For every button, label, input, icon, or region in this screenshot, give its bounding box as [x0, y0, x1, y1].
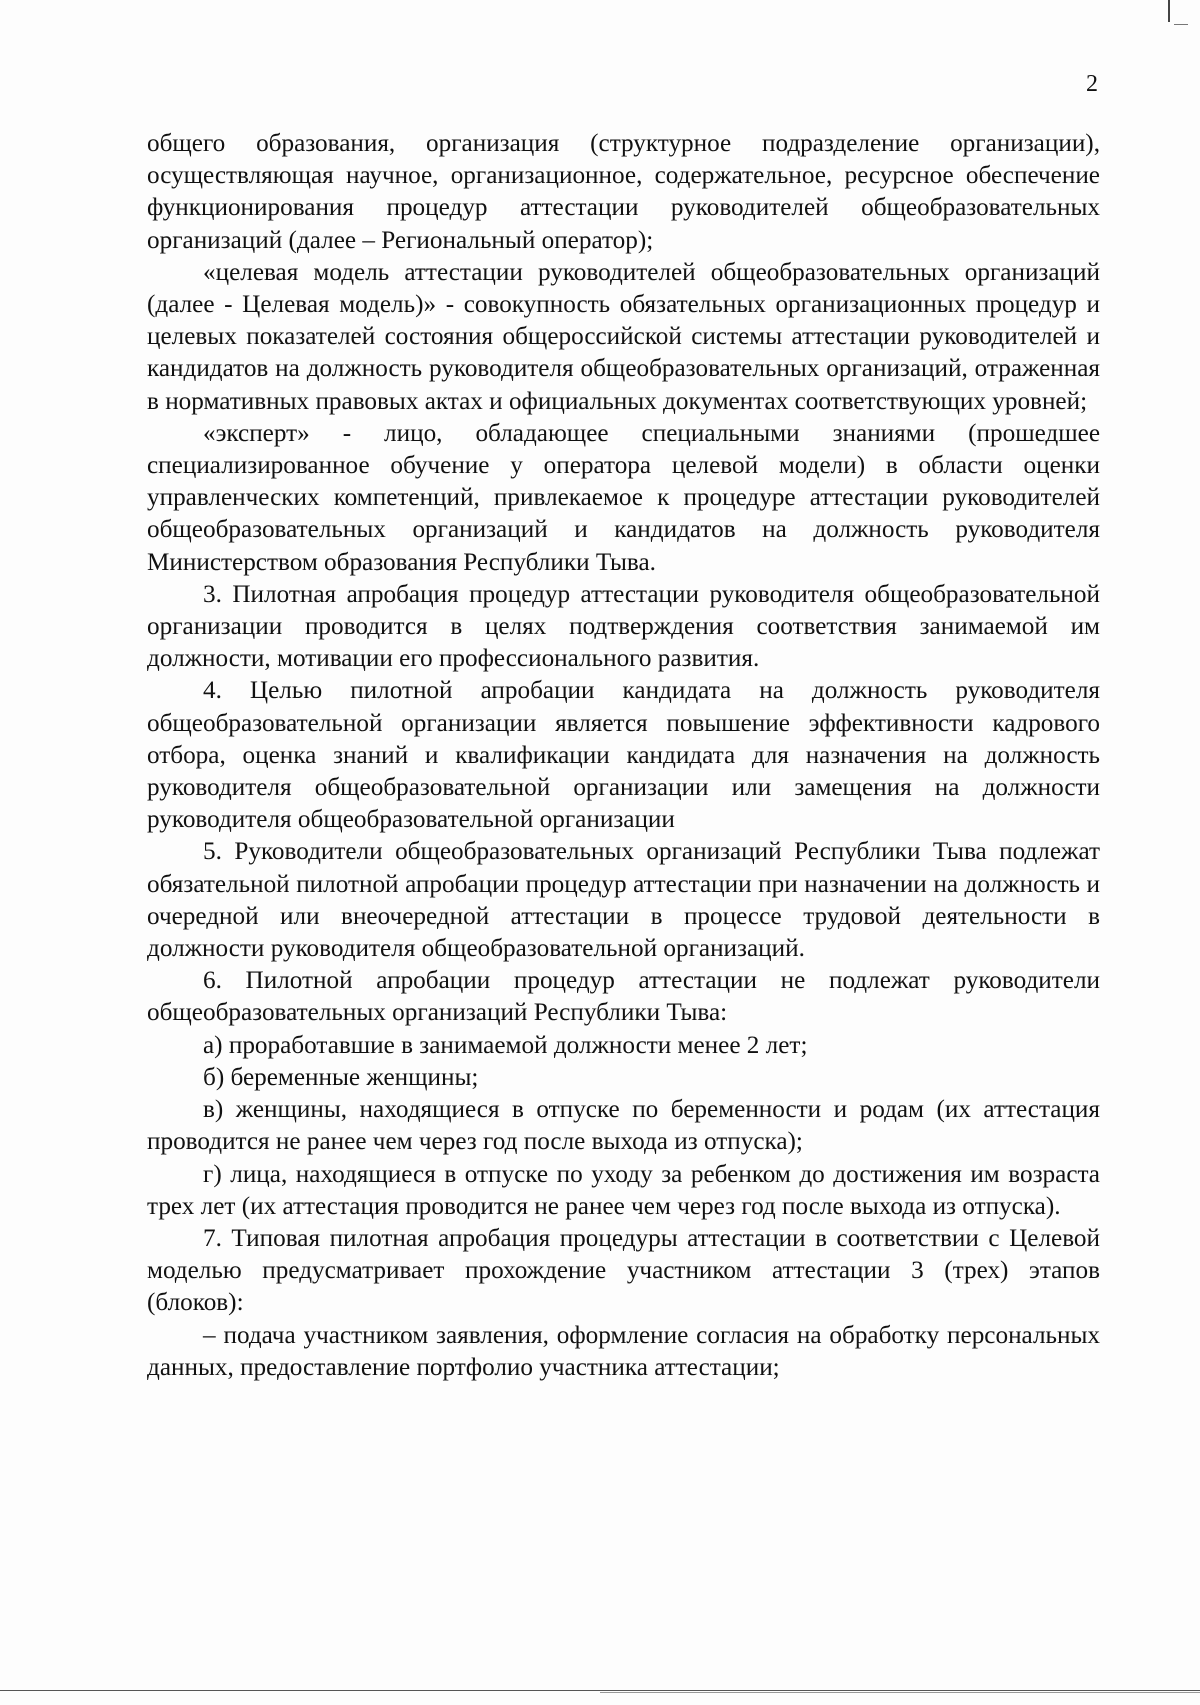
paragraph: 7. Типовая пилотная апробация процедуры аттестации в соответствии с Целевой моделью предусматривает прохождение участником аттестации 3 (трех) этапов (блоков):: [147, 1224, 1100, 1317]
list-item: – подача участником заявления, оформление согласия на обработку персональных данных, предоставление портфолио участника аттестации;: [147, 1321, 1100, 1381]
paragraph: «эксперт» - лицо, обладающее специальными знаниями (прошедшее специализированное обучение у оператора целевой модели) в области оценки управленческих компетенций, привлекаемое к процедуре аттестации руководителей общеобразовательных организаций и кандидатов на должность руководителя Министерством образования Республики Тыва.: [147, 419, 1100, 576]
paragraph: «целевая модель аттестации руководителей общеобразовательных организаций (далее - Целевая модель)» - совокупность обязательных организационных процедур и целевых показателей состояния общероссийской системы аттестации руководителей и кандидатов на должность руководителя общеобразовательных организаций, отраженная в нормативных правовых актах и официальных документах соответствующих уровней;: [147, 258, 1100, 415]
paragraph: 6. Пилотной апробации процедур аттестации не подлежат руководители общеобразовательных организаций Республики Тыва:: [147, 967, 1100, 1027]
paragraph: 3. Пилотная апробация процедур аттестации руководителя общеобразовательной организации проводится в целях подтверждения соответствия занимаемой им должности, мотивации его профессионального развития.: [147, 580, 1100, 673]
scan-artifact-line: [0, 1690, 1200, 1691]
scan-artifact-mark: [1168, 0, 1170, 22]
paragraph: 4. Целью пилотной апробации кандидата на должность руководителя общеобразовательной организации является повышение эффективности кадрового отбора, оценка знаний и квалификации кандидата для назначения на должность руководителя общеобразовательной организации или замещения на должности руководителя общеобразовательной организации: [147, 677, 1100, 834]
document-body: [147, 128, 1100, 1384]
scan-artifact-line: [600, 1692, 1200, 1693]
scan-artifact-mark: [1174, 24, 1188, 25]
page-number: 2: [1086, 71, 1098, 97]
paragraph: 5. Руководители общеобразовательных организаций Республики Тыва подлежат обязательной пилотной апробации процедур аттестации при назначении на должность и очередной или внеочередной аттестации в процессе трудовой деятельности в должности руководителя общеобразовательной организаций.: [147, 838, 1100, 963]
paragraph: общего образования, организация (структурное подразделение организации), осуществляющая научное, организационное, содержательное, ресурсное обеспечение функционирования процедур аттестации руководителей общеобразовательных организаций (далее – Региональный оператор);: [147, 130, 1100, 254]
list-item: в) женщины, находящиеся в отпуске по беременности и родам (их аттестация проводится не ранее чем через год после выхода из отпуска);: [147, 1096, 1100, 1156]
list-item: г) лица, находящиеся в отпуске по уходу за ребенком до достижения им возраста трех лет (их аттестация проводится не ранее чем через год после выхода из отпуска).: [147, 1160, 1100, 1220]
list-item: а) проработавшие в занимаемой должности менее 2 лет;: [203, 1031, 808, 1059]
list-item: б) беременные женщины;: [203, 1063, 479, 1091]
